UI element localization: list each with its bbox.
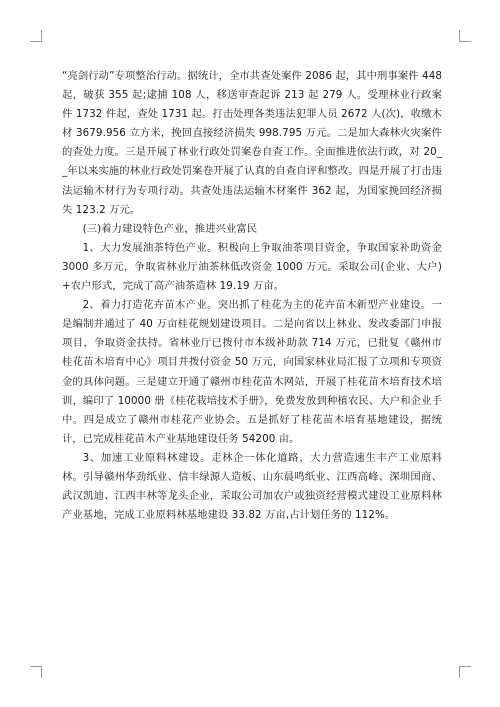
paragraph-oil-tea-industry: 1、大力发展油茶特色产业。积极向上争取油茶项目资金，争取国家补助资金 3000 多万元，争取省林业厅油茶林低改资金 1000 万元。采取公司(企业、大户)+农户形式，完成了高产油茶造林 19.19 万亩。 bbox=[62, 241, 442, 293]
crop-mark-bottom-left bbox=[30, 666, 42, 678]
section-heading-characteristic-industry: (三)着力建设特色产业，推进兴业富民 bbox=[82, 222, 258, 235]
crop-mark-top-right bbox=[459, 30, 471, 42]
document-body bbox=[62, 67, 442, 525]
crop-mark-top-left bbox=[30, 30, 42, 42]
paragraph-industrial-forest: 3、加速工业原料林建设。走林企一体化道路，大力营造速生丰产工业原料林。引导赣州华劲纸业、信丰绿源人造板、山东晨鸣纸业、江西高峰、深圳国商、武汉凯迪、江西丰林等龙头企业，采取公司加农户或独资经营模式建设工业原料林产业基地，完成工业原料林基地建设 33.82 万亩,占计划任务的 112%。 bbox=[62, 451, 442, 522]
paragraph-flower-nursery-industry: 2、着力打造花卉苗木产业。突出抓了桂花为主的花卉苗木新型产业建设。一是编制并通过了 40 万亩桂花规划建设项目。二是向省以上林业、发改委部门申报项目，争取资金扶持。省林业厅已拨付市本级补助款 714 万元，已批复《赣州市桂花苗木培育中心》项目并拨付资金 50 万元，向国家林业局汇报了立项和专项资金的具体问题。三是建立开通了赣州市桂花苗木网站，开展了桂花苗木培育技术培训，编印了 10000 册《桂花栽培技术手册》，免费发放到种植农民、大户和企业手中。四是成立了赣州市桂花产业协会。五是抓好了桂花苗木培育基地建设，据统计，已完成桂花苗木产业基地建设任务 54200 亩。 bbox=[62, 299, 442, 445]
paragraph-enforcement-results: “亮剑行动”专项整治行动。据统计，全市共查处案件 2086 起，其中刑事案件 448 起，破获 355 起;逮捕 108 人，移送审查起诉 213 起 279 人。受理林业行政案件 1732 件起，查处 1731 起。打击处理各类违法犯罪人员 2672 人(次)，收缴木材 3679.956 立方米，挽回直接经济损失 998.795 万元。二是加大森林火灾案件的查处力度。三是开展了林业行政处罚案卷自查工作。全面推进依法行政，对 20__年以来实施的林业行政处罚案卷开展了认真的自查自评和整改。四是开展了打击违法运输木材行为专项行动。共查处违法运输木材案件 362 起，为国家挽回经济损失 123.2 万元。 bbox=[62, 70, 442, 216]
crop-mark-bottom-right bbox=[459, 666, 471, 678]
